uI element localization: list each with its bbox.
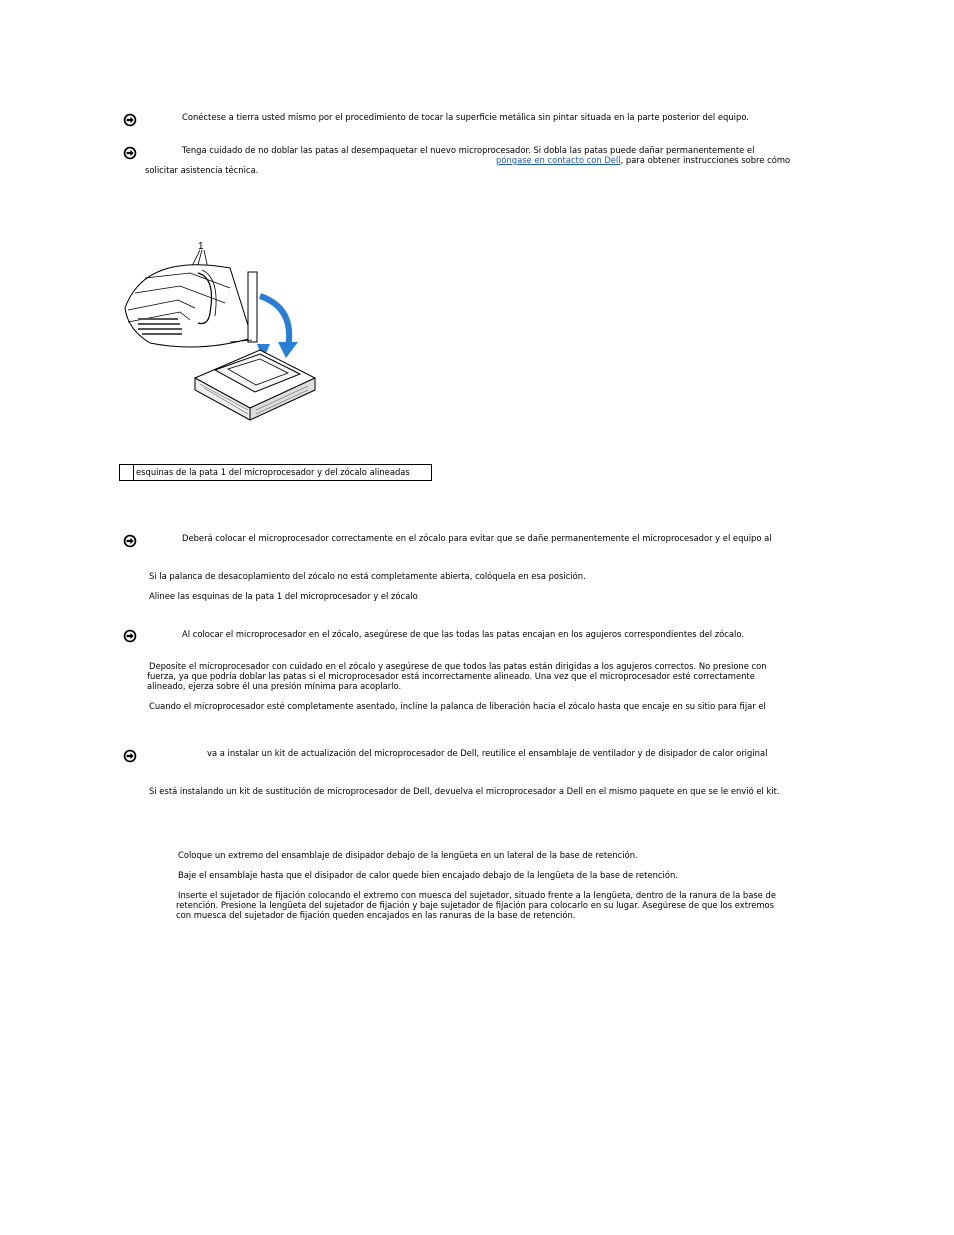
step-text: Cuando el microprocesador esté completamente asentado, incline la palanca de liberación hacia el zócalo hasta que encaje en su sitio para fijar el [149,701,766,711]
notice-text: Tenga cuidado de no doblar las patas al desempaquetar el nuevo microprocesador. Si dobla las patas puede dañar permanentemente el [182,145,755,155]
notice-text: Conéctese a tierra usted mismo por el procedimiento de tocar la superficie metálica sin pintar situada en la parte posterior del equipo. [182,112,749,122]
notice-text: va a instalar un kit de actualización del microprocesador de Dell, reutilice el ensamblaje de ventilador y de disipador de calor original [207,748,768,758]
notice-text: Deberá colocar el microprocesador correctamente en el zócalo para evitar que se dañe permanentemente el microprocesador y el equipo al [182,533,772,543]
caption-text: esquinas de la pata 1 del microprocesador y del zócalo alineadas [136,467,410,477]
notice-text-link-line [496,155,790,166]
step-text: Coloque un extremo del ensamblaje de disipador debajo de la lengüeta en un lateral de la base de retención. [178,850,638,860]
notice-text: , para obtener instrucciones sobre cómo [620,155,791,165]
notice-icon [123,749,137,763]
figure-caption-table [119,464,432,481]
step-text: Baje el ensamblaje hasta que el disipador de calor quede bien encajado debajo de la lengüeta de la base de retención. [178,870,678,880]
cpu-socket-figure [120,238,320,428]
contact-dell-link[interactable]: póngase en contacto con Dell [496,155,621,165]
step-text: Si está instalando un kit de sustitución de microprocesador de Dell, devuelva el microprocesador a Dell en el mismo paquete en que se le envió el kit. [149,786,780,796]
notice-text: solicitar asistencia técnica. [145,165,259,175]
step-text: Si la palanca de desacoplamiento del zócalo no está completamente abierta, colóquela en esa posición. [149,571,586,581]
release-lever [248,272,257,342]
rotate-arrow-icon [260,296,289,348]
step-text: Deposite el microprocesador con cuidado en el zócalo y asegúrese de que todos las patas están dirigidas a los agujeros correctos. No presione con [149,661,767,671]
notice-text: Al colocar el microprocesador en el zócalo, asegúrese de que las todas las patas encajan en los agujeros correspondientes del zócalo. [182,629,744,639]
notice-icon [123,534,137,548]
step-text: alineado, ejerza sobre él una presión mínima para acoplarlo. [147,681,402,691]
notice-icon [123,113,137,127]
step-text: Inserte el sujetador de fijación colocando el extremo con muesca del sujetador, situado frente a la lengüeta, dentro de la ranura de la base de [178,890,776,900]
notice-icon [123,146,137,160]
notice-icon [123,629,137,643]
step-text: con muesca del sujetador de fijación queden encajados en las ranuras de la base de retención. [176,910,576,920]
callout-number: 1 [198,241,204,252]
step-text: fuerza, ya que podría doblar las patas si el microprocesador está incorrectamente alineado. Una vez que el microprocesador esté correctamente [147,671,755,681]
caption-number [120,465,134,480]
step-text: Alinee las esquinas de la pata 1 del microprocesador y el zócalo [149,591,418,601]
step-text: retención. Presione la lengüeta del sujetador de fijación y baje sujetador de fijación para colocarlo en su lugar. Asegúrese de que los extremos [176,900,775,910]
